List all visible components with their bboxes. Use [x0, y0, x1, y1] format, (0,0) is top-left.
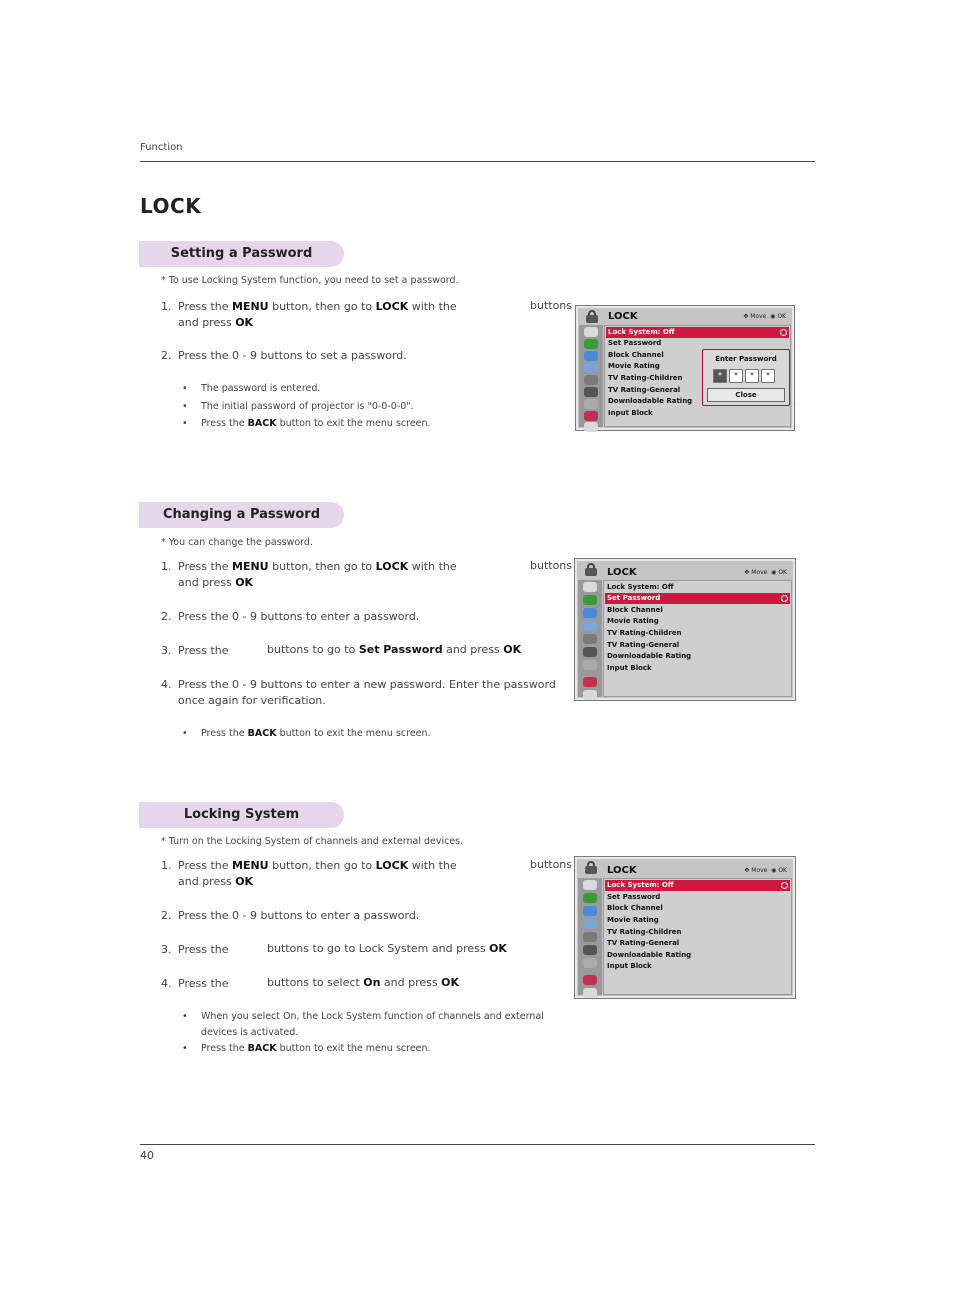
menu-item-movie-rating[interactable]: Movie Rating — [608, 362, 660, 370]
menu-item-tv-rating-general[interactable]: TV Rating-General — [607, 641, 680, 649]
channel-icon — [583, 608, 597, 618]
menu-item-set-password[interactable]: Set Password — [607, 893, 661, 901]
picture-icon — [584, 327, 598, 337]
screen-icon — [584, 363, 598, 373]
menu-item-tv-rating-children[interactable]: TV Rating-Children — [608, 374, 683, 382]
page-title: LOCK — [140, 194, 202, 218]
lock-menu-screenshot — [574, 856, 796, 999]
menu-item-set-password[interactable]: Set Password — [608, 339, 662, 347]
step-item: 4. Press the 0 - 9 buttons to enter a new password. Enter the password once again for verification. — [161, 678, 556, 707]
menu-item-downloadable-rating[interactable]: Downloadable Rating — [608, 397, 693, 405]
audio-icon — [583, 595, 597, 605]
step-continuation: buttons to select On and press OK — [267, 976, 459, 989]
time-icon — [584, 375, 598, 385]
osd-panel — [603, 580, 792, 697]
clock-icon — [583, 945, 597, 955]
bullet-item: • Press the BACK button to exit the menu screen. — [182, 418, 431, 429]
step-item: 3. Press the — [161, 943, 229, 956]
lock-icon — [583, 975, 597, 985]
step-item: 1. Press the MENU button, then go to LOCK with the and press OK — [161, 859, 457, 888]
footer-rule — [140, 1144, 815, 1145]
osd-title: LOCK — [607, 865, 637, 876]
picture-icon — [583, 582, 597, 592]
menu-item-tv-rating-children[interactable]: TV Rating-Children — [607, 928, 682, 936]
menu-item-input-block[interactable]: Input Block — [607, 962, 652, 970]
menu-item-downloadable-rating[interactable]: Downloadable Rating — [607, 951, 692, 959]
password-digit[interactable]: * — [761, 369, 775, 383]
audio-icon — [583, 893, 597, 903]
time-icon — [583, 634, 597, 644]
option-icon — [583, 958, 597, 968]
bullet-item: • Press the BACK button to exit the menu screen. — [182, 1043, 431, 1054]
step-item: 1. Press the MENU button, then go to LOCK with the and press OK — [161, 560, 457, 589]
osd-sidebar — [578, 878, 602, 995]
osd-title: LOCK — [607, 567, 637, 578]
lock-icon — [585, 563, 597, 576]
clock-icon — [584, 387, 598, 397]
close-button[interactable]: Close — [707, 388, 785, 402]
time-icon — [583, 932, 597, 942]
osd-hint: ✥ Move ◉ OK — [744, 867, 787, 874]
section-label: Function — [140, 142, 183, 153]
lock-menu-screenshot — [575, 305, 795, 431]
lock-icon — [585, 861, 597, 874]
clock-icon — [583, 647, 597, 657]
step-item: 2. Press the 0 - 9 buttons to set a password. — [161, 349, 407, 362]
menu-item-movie-rating[interactable]: Movie Rating — [607, 916, 659, 924]
support-icon — [583, 690, 597, 700]
section-heading-setting-password: Setting a Password — [139, 241, 344, 267]
section-note: * Turn on the Locking System of channels and external devices. — [161, 836, 464, 847]
support-icon — [584, 422, 598, 432]
menu-item-input-block[interactable]: Input Block — [608, 409, 653, 417]
menu-item-tv-rating-children[interactable]: TV Rating-Children — [607, 629, 682, 637]
channel-icon — [583, 906, 597, 916]
osd-hint: ✥ Move ◉ OK — [744, 569, 787, 576]
step-tail: buttons — [530, 299, 573, 312]
menu-item-block-channel[interactable]: Block Channel — [607, 606, 663, 614]
screen-icon — [583, 919, 597, 929]
osd-sidebar — [578, 580, 602, 697]
picture-icon — [583, 880, 597, 890]
menu-item-tv-rating-general[interactable]: TV Rating-General — [608, 386, 681, 394]
menu-item-movie-rating[interactable]: Movie Rating — [607, 617, 659, 625]
header-rule — [140, 161, 815, 162]
password-digit[interactable]: * — [745, 369, 759, 383]
bullet-item: • The password is entered. — [182, 383, 321, 394]
osd-title: LOCK — [608, 311, 638, 322]
lock-icon — [583, 677, 597, 687]
menu-item-set-password[interactable]: Set Password — [605, 593, 790, 604]
screen-icon — [583, 621, 597, 631]
menu-item-downloadable-rating[interactable]: Downloadable Rating — [607, 652, 692, 660]
password-digit[interactable]: * — [713, 369, 727, 383]
menu-item-lock-system[interactable]: Lock System: Off — [605, 880, 790, 891]
page-number: 40 — [140, 1149, 154, 1162]
menu-item-block-channel[interactable]: Block Channel — [608, 351, 664, 359]
enter-password-dialog — [702, 349, 790, 406]
section-note: * You can change the password. — [161, 537, 313, 548]
osd-sidebar — [579, 325, 603, 427]
step-item: 2. Press the 0 - 9 buttons to enter a password. — [161, 610, 420, 623]
step-item: 4. Press the — [161, 977, 229, 990]
menu-item-lock-system[interactable]: Lock System: Off — [606, 327, 789, 338]
section-note: * To use Locking System function, you need to set a password. — [161, 275, 459, 286]
osd-panel — [603, 878, 792, 995]
option-icon — [584, 399, 598, 409]
section-heading-changing-password: Changing a Password — [139, 502, 344, 528]
bullet-item: • Press the BACK button to exit the menu screen. — [182, 728, 431, 739]
step-continuation: buttons to go to Lock System and press OK — [267, 942, 507, 955]
menu-item-input-block[interactable]: Input Block — [607, 664, 652, 672]
step-continuation: buttons to go to Set Password and press OK — [267, 643, 522, 656]
step-tail: buttons — [530, 858, 573, 871]
bullet-item: • The initial password of projector is "0-0-0-0". — [182, 401, 414, 412]
step-item: 3. Press the — [161, 644, 229, 657]
lock-icon — [584, 411, 598, 421]
menu-item-tv-rating-general[interactable]: TV Rating-General — [607, 939, 680, 947]
osd-hint: ✥ Move ◉ OK — [743, 313, 786, 320]
audio-icon — [584, 339, 598, 349]
support-icon — [583, 988, 597, 998]
lock-menu-screenshot — [574, 558, 796, 701]
step-item: 1. Press the MENU button, then go to LOCK with the and press OK — [161, 300, 457, 329]
password-digit[interactable]: * — [729, 369, 743, 383]
step-item: 2. Press the 0 - 9 buttons to enter a password. — [161, 909, 420, 922]
channel-icon — [584, 351, 598, 361]
lock-icon — [586, 310, 598, 323]
menu-item-block-channel[interactable]: Block Channel — [607, 904, 663, 912]
menu-item-lock-system[interactable]: Lock System: Off — [607, 583, 674, 591]
section-heading-locking-system: Locking System — [139, 802, 344, 828]
dialog-title: Enter Password — [715, 355, 777, 363]
bullet-item: • When you select On, the Lock System function of channels and external devices is activated. — [182, 1011, 544, 1038]
step-tail: buttons — [530, 559, 573, 572]
option-icon — [583, 660, 597, 670]
